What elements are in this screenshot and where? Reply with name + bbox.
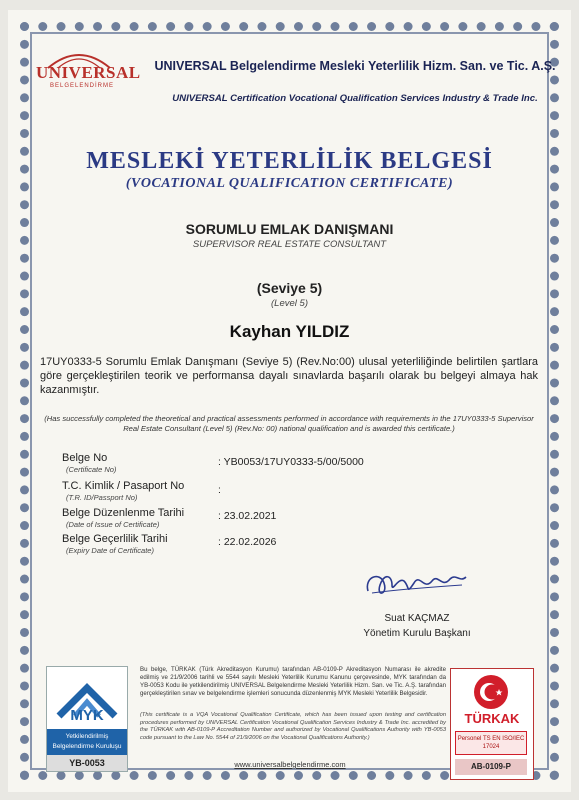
field-value-expiry-date: : 22.02.2026 [218, 536, 277, 548]
turkak-wordmark: TÜRKAK [464, 711, 520, 726]
field-label-issue-date: Belge Düzenlenme Tarihi [62, 507, 185, 519]
field-sublabel-certificate-no: (Certificate No) [66, 465, 117, 474]
accreditation-text-tr: Bu belge, TÜRKAK (Türk Akreditasyon Kurumu) tarafından AB-0109-P Akreditasyon Numarası ile akredite edilmiş ve 21/9/2006 tarihli ve 5544 sayılı Mesleki Yeterlilik Kurumu Kanunu çerçevesinde, MYK tarafından da YB-0053 Kodu ile yetkilendirilmiş UNIVERSAL Belgelendirme Mesleki Yeterlilik Hizm. San. ve Tic. A.Ş. tarafından gerçekleştirilen sınav ve belgelendirme işlemleri sonucunda düzenlenmiş MYK Mesleki Yeterlilik Belgesidir. [140, 666, 446, 697]
statement-en: (Has successfully completed the theoretical and practical assessments performed in accordance with requirements in the 17UY0333-5 Supervisor Real Estate Consultant (Level 5) (Rev.No: 00) national qualification and is awarded this certificate.) [44, 414, 534, 433]
certificate-title: MESLEKİ YETERLİLİK BELGESİ [86, 148, 493, 174]
qualification-name: SORUMLU EMLAK DANIŞMANI [185, 221, 394, 237]
myk-code: YB-0053 [47, 755, 127, 771]
accreditation-text-en: (This certificate is a VQA Vocational Qualification Certificate, which has been issued upon testing and certification procedures performed by UNIVERSAL Certification Vocational Qualification Services Industry & Trade Inc. accredited by the TÜRKAK with AB-0109-P Accreditation Number and authorized by Vocational Qualifications Authority with YB-0053 code pursuant to the Law No. 5544 of 21/9/2006 on the Vocational Qualifications Authority.) [140, 712, 446, 741]
qualification-level-en: (Level 5) [271, 298, 308, 309]
qualification-level: (Seviye 5) [256, 280, 323, 296]
field-label-certificate-no: Belge No [62, 452, 108, 464]
signatory-name: Suat KAÇMAZ [384, 613, 450, 624]
statement-tr: 17UY0333-5 Sorumlu Emlak Danışmanı (Seviye 5) (Rev.No:00) ulusal yeterliliğinde belirtilen şartlara göre gerçekleştirilen teorik ve performansa dayalı sınavlarda başarılı olarak bu belgeyi almaya hak kazanmıştır. [40, 356, 538, 396]
field-value-id-no: : [218, 484, 221, 496]
website-link[interactable]: www.universalbelgelendirme.com [234, 760, 346, 769]
turkak-scope-text: Personel TS EN ISO/IEC 17024 [455, 731, 527, 755]
holder-name: Kayhan YILDIZ [229, 322, 350, 341]
signatory-role: Yönetim Kurulu Başkanı [363, 628, 471, 639]
myk-band-text: Yetkilendirilmiş Belgelendirme Kuruluşu [47, 729, 127, 755]
issuer-logo-name: UNIVERSAL [36, 63, 141, 82]
issuer-name-tr: UNIVERSAL Belgelendirme Mesleki Yeterlilik Hizm. San. ve Tic. A.Ş. [154, 59, 556, 73]
certificate-title-en: (VOCATIONAL QUALIFICATION CERTIFICATE) [125, 176, 454, 191]
inner-border [30, 32, 549, 770]
turkak-badge [450, 668, 534, 780]
turkak-code: AB-0109-P [455, 759, 527, 775]
field-label-id-no: T.C. Kimlik / Pasaport No [62, 480, 185, 492]
crescent-star-icon [474, 675, 508, 709]
handwritten-signature [362, 563, 472, 605]
qualification-name-en: SUPERVISOR REAL ESTATE CONSULTANT [192, 239, 387, 250]
field-sublabel-id-no: (T.R. ID/Passport No) [66, 493, 138, 502]
field-sublabel-issue-date: (Date of Issue of Certificate) [66, 520, 160, 529]
field-value-certificate-no: : YB0053/17UY0333-5/00/5000 [218, 456, 364, 468]
field-label-expiry-date: Belge Geçerlilik Tarihi [62, 533, 168, 545]
issuer-logo-subtitle: BELGELENDİRME [50, 83, 115, 89]
myk-badge [46, 666, 128, 772]
field-sublabel-expiry-date: (Expiry Date of Certificate) [66, 546, 154, 555]
myk-wordmark: MYK [70, 707, 104, 724]
issuer-name-en: UNIVERSAL Certification Vocational Qualification Services Industry & Trade Inc. [172, 93, 538, 104]
field-value-issue-date: : 23.02.2021 [218, 510, 277, 522]
